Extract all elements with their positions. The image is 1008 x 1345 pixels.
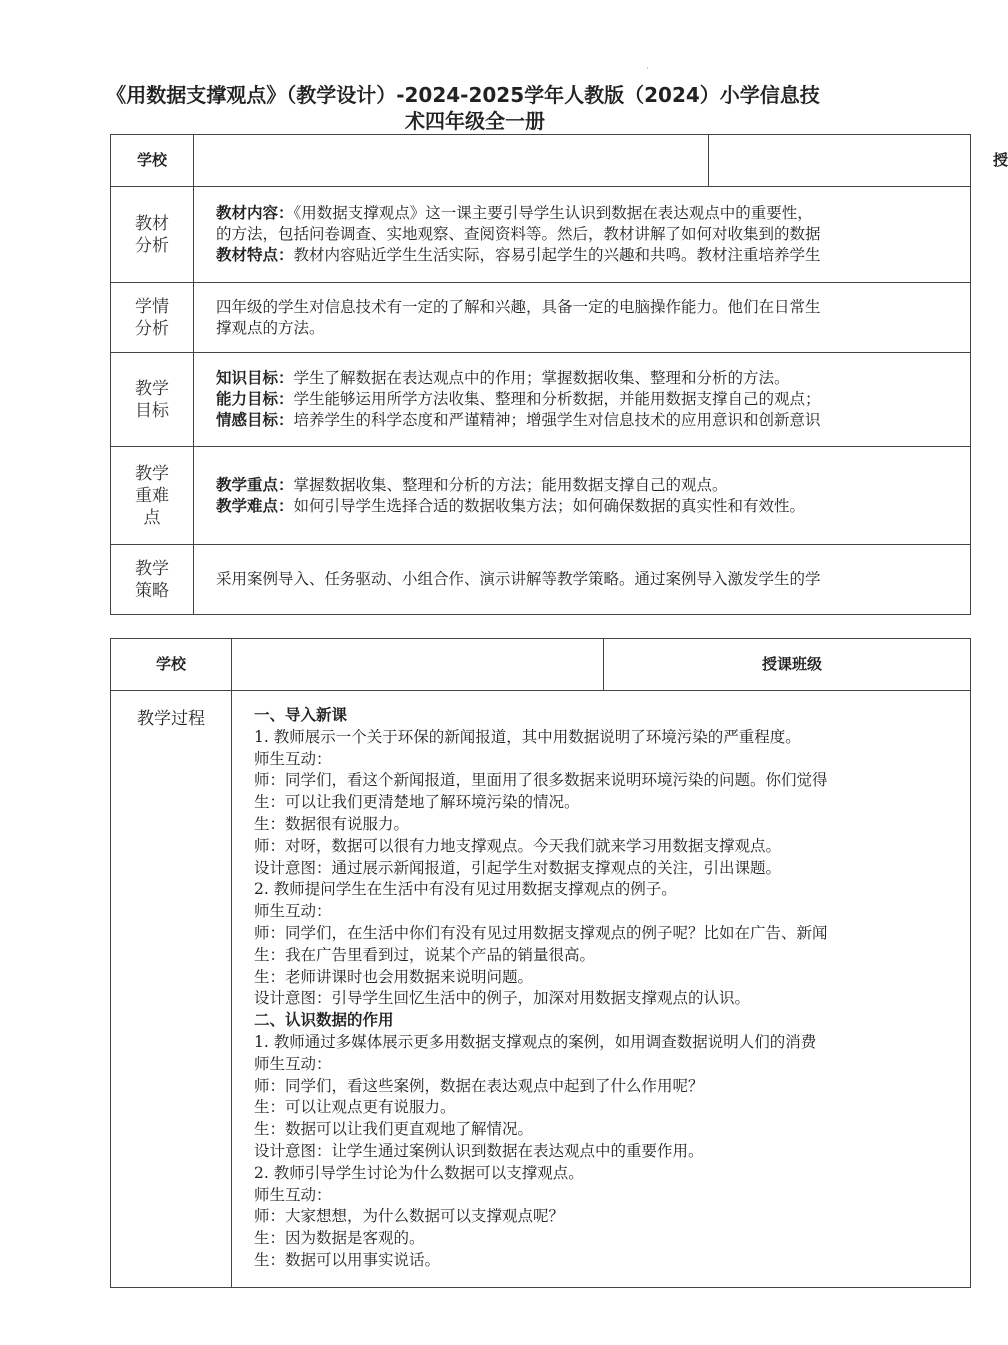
process-line: 2. 教师引导学生讨论为什么数据可以支撑观点。 — [254, 1163, 584, 1182]
content-line — [216, 389, 970, 410]
content-line — [216, 318, 970, 339]
process-line: 生：因为数据是客观的。 — [254, 1229, 425, 1248]
row-label — [111, 283, 194, 353]
content-line — [216, 224, 970, 245]
row-label-text: 教材 分析 — [135, 213, 169, 256]
table-row — [111, 187, 971, 283]
row-content — [194, 545, 971, 615]
process-line: 生：数据很有说服力。 — [254, 814, 410, 833]
table-row — [111, 283, 971, 353]
school-header: 学校 — [111, 639, 232, 691]
school-value-cell — [194, 135, 709, 187]
line-heading: 教材内容： — [216, 204, 294, 222]
process-line: 设计意图：引导学生回忆生活中的例子，加深对用数据支撑观点的认识。 — [254, 989, 751, 1008]
process-line: 生：老师讲课时也会用数据来说明问题。 — [254, 967, 534, 986]
line-text: 学生了解数据在表达观点中的作用；掌握数据收集、整理和分析的方法。 — [293, 369, 790, 387]
content-line — [216, 245, 970, 266]
content-line — [216, 203, 970, 224]
row-label — [111, 353, 194, 447]
line-heading: 知识目标： — [216, 369, 294, 387]
content-line — [216, 410, 970, 431]
content-line — [216, 368, 970, 389]
process-content — [232, 691, 971, 1288]
class-header: 授课班级 — [604, 639, 971, 691]
row-label — [111, 545, 194, 615]
class-header-partial: 授 — [709, 135, 971, 187]
process-line: 生：可以让我们更清楚地了解环境污染的情况。 — [254, 793, 580, 812]
process-line: 师生互动： — [254, 1185, 332, 1204]
line-text: 掌握数据收集、整理和分析的方法；能用数据支撑自己的观点。 — [293, 475, 728, 494]
line-text: 《用数据支撑观点》这一课主要引导学生认识到数据在表达观点中的重要性， — [293, 204, 813, 222]
line-heading: 教材特点： — [216, 246, 294, 264]
process-line: 师生互动： — [254, 1054, 332, 1073]
row-label — [111, 447, 194, 545]
row-content — [194, 187, 971, 283]
process-line: 师：同学们，看这些案例，数据在表达观点中起到了什么作用呢？ — [254, 1076, 704, 1095]
process-line: 师：大家想想，为什么数据可以支撑观点呢？ — [254, 1207, 565, 1226]
table-row — [111, 545, 971, 615]
process-line: 师：同学们，看这个新闻报道，里面用了很多数据来说明环境污染的问题。你们觉得 — [254, 771, 828, 790]
row-label-text: 学情 分析 — [135, 296, 169, 339]
row-label-text: 教学 策略 — [135, 558, 169, 601]
line-text: 采用案例导入、任务驱动、小组合作、演示讲解等教学策略。通过案例导入激发学生的学 — [216, 570, 821, 588]
document-title-line1: 《用数据支撑观点》（教学设计）-2024-2025学年人教版（2024）小学信息技 — [106, 83, 820, 107]
content-line — [216, 569, 970, 590]
row-content — [194, 283, 971, 353]
line-heading: 教学重点： — [216, 475, 294, 494]
lesson-info-table — [110, 134, 1008, 615]
school-value-cell — [232, 639, 604, 691]
line-text: 学生能够运用所学方法收集、整理和分析数据，并能用数据支撑自己的观点； — [293, 390, 821, 408]
line-text: 的方法，包括问卷调查、实地观察、查阅资料等。然后，教材讲解了如何对收集到的数据 — [216, 225, 821, 243]
section-heading: 一、导入新课 — [254, 706, 348, 724]
page-marker: · — [646, 64, 649, 74]
process-line: 1. 教师通过多媒体展示更多用数据支撑观点的案例，如用调查数据说明人们的消费 — [254, 1032, 817, 1051]
process-row — [111, 691, 971, 1288]
teaching-process-table — [110, 638, 971, 1288]
process-line: 生：可以让观点更有说服力。 — [254, 1098, 456, 1117]
document-title-line2: 术四年级全一册 — [405, 109, 545, 133]
table-header-row — [111, 135, 971, 187]
row-label-text: 教学 目标 — [135, 378, 169, 421]
content-line — [216, 496, 970, 517]
line-text: 培养学生的科学态度和严谨精神；增强学生对信息技术的应用意识和创新意识 — [293, 411, 821, 429]
section-heading: 二、认识数据的作用 — [254, 1011, 394, 1030]
process-line: 设计意图：让学生通过案例认识到数据在表达观点中的重要作用。 — [254, 1141, 704, 1160]
school-header: 学校 — [111, 135, 194, 187]
process-line: 设计意图：通过展示新闻报道，引起学生对数据支撑观点的关注，引出课题。 — [254, 858, 782, 877]
row-content — [194, 447, 971, 545]
process-line: 生：我在广告里看到过，说某个产品的销量很高。 — [254, 945, 596, 964]
table-header-row — [111, 639, 971, 691]
line-text: 教材内容贴近学生生活实际，容易引起学生的兴趣和共鸣。教材注重培养学生 — [293, 246, 821, 264]
line-text: 四年级的学生对信息技术有一定的了解和兴趣，具备一定的电脑操作能力。他们在日常生 — [216, 297, 821, 316]
process-line: 师生互动： — [254, 902, 332, 921]
process-line: 师生互动： — [254, 749, 332, 768]
line-heading: 能力目标： — [216, 390, 294, 408]
line-heading: 情感目标： — [216, 411, 294, 429]
process-line: 生：数据可以让我们更直观地了解情况。 — [254, 1120, 534, 1139]
content-line — [216, 297, 970, 318]
row-label — [111, 187, 194, 283]
process-line: 1. 教师展示一个关于环保的新闻报道，其中用数据说明了环境污染的严重程度。 — [254, 727, 801, 746]
row-content — [194, 353, 971, 447]
line-text: 如何引导学生选择合适的数据收集方法；如何确保数据的真实性和有效性。 — [293, 496, 806, 515]
process-line: 2. 教师提问学生在生活中有没有见过用数据支撑观点的例子。 — [254, 880, 677, 899]
process-line: 生：数据可以用事实说话。 — [254, 1250, 441, 1269]
table-row — [111, 353, 971, 447]
row-label-text: 教学 重难 点 — [135, 463, 169, 528]
process-line: 师：对呀，数据可以很有力地支撑观点。今天我们就来学习用数据支撑观点。 — [254, 836, 782, 855]
content-line — [216, 475, 970, 496]
process-label: 教学过程 — [111, 691, 232, 1288]
line-text: 撑观点的方法。 — [216, 318, 325, 337]
table-row — [111, 447, 971, 545]
process-line: 师：同学们，在生活中你们有没有见过用数据支撑观点的例子呢？比如在广告、新闻 — [254, 923, 828, 942]
line-heading: 教学难点： — [216, 496, 294, 515]
